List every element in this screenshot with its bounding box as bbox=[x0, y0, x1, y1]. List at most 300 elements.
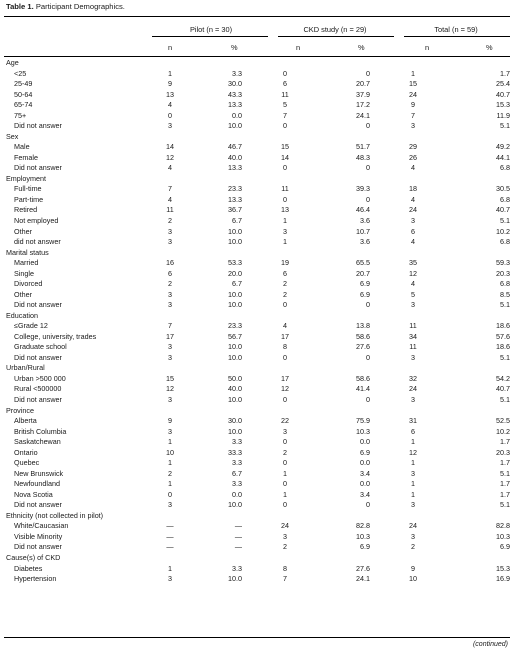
total-n-cell bbox=[370, 132, 456, 143]
total-pct-cell: 52.5 bbox=[496, 416, 510, 426]
row-label: Hypertension bbox=[14, 574, 57, 584]
pilot-n-cell bbox=[148, 553, 192, 564]
row-label: Did not answer bbox=[14, 395, 62, 404]
table-row bbox=[4, 564, 510, 575]
table-row bbox=[4, 384, 510, 395]
pilot-n-cell bbox=[148, 248, 192, 259]
total-n-cell: 24 bbox=[409, 205, 417, 215]
pilot-pct-cell: 10.0 bbox=[228, 574, 242, 584]
ckd-n-cell: 6 bbox=[283, 268, 287, 278]
total-pct-cell bbox=[456, 248, 510, 259]
row-label: White/Caucasian bbox=[14, 521, 69, 531]
group-rule-pilot bbox=[152, 36, 268, 37]
ckd-n-cell: 0 bbox=[283, 500, 287, 510]
table-row bbox=[4, 448, 510, 459]
ckd-pct-cell: 48.3 bbox=[356, 152, 370, 162]
ckd-pct-cell: 6.9 bbox=[360, 289, 370, 299]
subheader-n-pilot: n bbox=[168, 43, 173, 52]
table-row bbox=[4, 237, 510, 248]
row-label: Divorced bbox=[14, 279, 43, 289]
pilot-n-cell bbox=[148, 406, 192, 417]
table-row bbox=[4, 542, 510, 553]
pilot-n-cell: 2 bbox=[168, 279, 172, 289]
pilot-n-cell: — bbox=[166, 531, 174, 541]
ckd-n-cell: 0 bbox=[283, 300, 287, 310]
ckd-pct-cell: 20.7 bbox=[356, 79, 370, 89]
pilot-n-cell: 16 bbox=[166, 258, 174, 268]
ckd-pct-cell: 20.7 bbox=[356, 268, 370, 278]
total-pct-cell: 5.1 bbox=[500, 468, 510, 478]
pilot-n-cell: 1 bbox=[168, 68, 172, 78]
total-pct-cell: 8.5 bbox=[500, 289, 510, 299]
ckd-n-cell: 3 bbox=[283, 531, 287, 541]
category-row bbox=[4, 248, 510, 259]
ckd-n-cell: 17 bbox=[281, 373, 289, 383]
pilot-n-cell: 3 bbox=[168, 237, 172, 247]
ckd-pct-cell: 51.7 bbox=[356, 142, 370, 152]
total-n-cell: 4 bbox=[411, 237, 415, 247]
pilot-pct-cell: 10.0 bbox=[228, 342, 242, 352]
ckd-n-cell: 1 bbox=[283, 489, 287, 499]
pilot-n-cell: 4 bbox=[168, 163, 172, 173]
pilot-pct-cell: — bbox=[234, 542, 242, 552]
ckd-n-cell: 24 bbox=[281, 521, 289, 531]
row-label: Newfoundland bbox=[14, 479, 60, 489]
table-row bbox=[4, 521, 510, 532]
pilot-pct-cell: 40.0 bbox=[228, 384, 242, 394]
ckd-pct-cell: 0 bbox=[366, 121, 370, 131]
category-row bbox=[4, 132, 510, 143]
ckd-n-cell: 0 bbox=[283, 121, 287, 131]
ckd-n-cell: 1 bbox=[283, 215, 287, 225]
pilot-pct-cell: 0.0 bbox=[232, 489, 242, 499]
demographics-table bbox=[4, 58, 510, 585]
ckd-n-cell bbox=[242, 132, 328, 143]
group-rule-total bbox=[404, 36, 510, 37]
row-label: Nova Scotia bbox=[14, 489, 53, 499]
pilot-n-cell: 1 bbox=[168, 563, 172, 573]
category-row bbox=[4, 511, 510, 522]
row-label: Married bbox=[14, 258, 39, 268]
ckd-pct-cell: 10.3 bbox=[356, 531, 370, 541]
ckd-n-cell: 0 bbox=[283, 479, 287, 489]
pilot-pct-cell: 10.0 bbox=[228, 289, 242, 299]
total-pct-cell: 40.7 bbox=[496, 384, 510, 394]
subheader-pct-ckd: % bbox=[358, 43, 365, 52]
ckd-pct-cell: 3.4 bbox=[360, 468, 370, 478]
table-row bbox=[4, 353, 510, 364]
pilot-n-cell: 3 bbox=[168, 395, 172, 404]
pilot-pct-cell: 3.3 bbox=[232, 68, 242, 78]
ckd-n-cell: 2 bbox=[283, 279, 287, 289]
ckd-n-cell: 3 bbox=[283, 226, 287, 236]
pilot-n-cell: 6 bbox=[168, 268, 172, 278]
total-pct-cell: 1.7 bbox=[500, 68, 510, 78]
total-pct-cell bbox=[456, 174, 510, 185]
table-row bbox=[4, 153, 510, 164]
ckd-pct-cell: 10.3 bbox=[356, 426, 370, 436]
pilot-pct-cell bbox=[192, 363, 242, 374]
total-n-cell: 7 bbox=[411, 110, 415, 120]
pilot-pct-cell: 6.7 bbox=[232, 468, 242, 478]
pilot-pct-cell: 6.7 bbox=[232, 279, 242, 289]
table-row bbox=[4, 427, 510, 438]
row-label: did not answer bbox=[14, 237, 61, 247]
ckd-n-cell bbox=[242, 363, 328, 374]
total-pct-cell bbox=[456, 511, 510, 522]
top-rule bbox=[4, 16, 510, 17]
ckd-pct-cell: 10.7 bbox=[356, 226, 370, 236]
ckd-pct-cell bbox=[328, 132, 370, 143]
table-row bbox=[4, 195, 510, 206]
total-n-cell: 9 bbox=[411, 563, 415, 573]
table-row bbox=[4, 342, 510, 353]
table-row bbox=[4, 332, 510, 343]
ckd-pct-cell: 37.9 bbox=[356, 89, 370, 99]
total-pct-cell: 18.6 bbox=[496, 342, 510, 352]
total-pct-cell: 11.9 bbox=[496, 110, 510, 120]
category-label: Ethnicity (not collected in pilot) bbox=[6, 510, 104, 520]
table-row bbox=[4, 437, 510, 448]
pilot-n-cell: — bbox=[166, 542, 174, 552]
pilot-n-cell: 1 bbox=[168, 458, 172, 468]
ckd-pct-cell: 0 bbox=[366, 500, 370, 510]
table-row bbox=[4, 416, 510, 427]
row-label: Other bbox=[14, 289, 32, 299]
ckd-n-cell: 0 bbox=[283, 352, 287, 362]
row-label: New Brunswick bbox=[14, 468, 64, 478]
pilot-n-cell: 12 bbox=[166, 384, 174, 394]
table-row bbox=[4, 269, 510, 280]
total-n-cell: 1 bbox=[411, 437, 415, 447]
ckd-n-cell: 7 bbox=[283, 110, 287, 120]
row-label: Retired bbox=[14, 205, 38, 215]
table-row bbox=[4, 79, 510, 90]
table-number: Table 1. bbox=[6, 2, 34, 11]
pilot-n-cell: 3 bbox=[168, 500, 172, 510]
row-label: Did not answer bbox=[14, 300, 62, 310]
ckd-n-cell: 0 bbox=[283, 437, 287, 447]
ckd-n-cell: 0 bbox=[283, 458, 287, 468]
category-row bbox=[4, 311, 510, 322]
total-pct-cell bbox=[456, 363, 510, 374]
pilot-pct-cell: 3.3 bbox=[232, 563, 242, 573]
pilot-n-cell: 3 bbox=[168, 226, 172, 236]
pilot-n-cell: 17 bbox=[166, 331, 174, 341]
table-row bbox=[4, 458, 510, 469]
row-label: Single bbox=[14, 268, 34, 278]
table-row bbox=[4, 290, 510, 301]
total-n-cell: 3 bbox=[411, 352, 415, 362]
total-n-cell: 24 bbox=[409, 521, 417, 531]
total-pct-cell: 49.2 bbox=[496, 142, 510, 152]
table-row bbox=[4, 121, 510, 132]
pilot-n-cell: 3 bbox=[168, 289, 172, 299]
row-label: Saskatchewan bbox=[14, 437, 61, 447]
pilot-pct-cell bbox=[192, 174, 242, 185]
ckd-pct-cell: 0 bbox=[366, 352, 370, 362]
pilot-pct-cell bbox=[192, 311, 242, 322]
pilot-n-cell: 4 bbox=[168, 194, 172, 204]
ckd-n-cell: 6 bbox=[283, 79, 287, 89]
pilot-pct-cell: 40.0 bbox=[228, 152, 242, 162]
ckd-pct-cell: 27.6 bbox=[356, 563, 370, 573]
total-n-cell: 31 bbox=[409, 416, 417, 426]
pilot-n-cell: 0 bbox=[168, 110, 172, 120]
ckd-pct-cell: 46.4 bbox=[356, 205, 370, 215]
ckd-n-cell: 2 bbox=[283, 542, 287, 552]
pilot-n-cell bbox=[148, 58, 192, 69]
table-title: Participant Demographics. bbox=[35, 2, 125, 11]
total-n-cell: 6 bbox=[411, 226, 415, 236]
pilot-pct-cell: 46.7 bbox=[228, 142, 242, 152]
ckd-n-cell bbox=[242, 248, 328, 259]
ckd-n-cell: 1 bbox=[283, 237, 287, 247]
subheader-pct-pilot: % bbox=[231, 43, 238, 52]
ckd-pct-cell: 0.0 bbox=[360, 437, 370, 447]
pilot-n-cell: 0 bbox=[168, 489, 172, 499]
ckd-n-cell: 8 bbox=[283, 563, 287, 573]
row-label: ≤Grade 12 bbox=[14, 321, 48, 331]
pilot-pct-cell: 3.3 bbox=[232, 458, 242, 468]
total-n-cell: 24 bbox=[409, 384, 417, 394]
ckd-pct-cell: 27.6 bbox=[356, 342, 370, 352]
total-pct-cell bbox=[456, 132, 510, 143]
ckd-pct-cell: 6.9 bbox=[360, 447, 370, 457]
total-pct-cell: 1.7 bbox=[500, 437, 510, 447]
row-label: British Columbia bbox=[14, 426, 67, 436]
pilot-pct-cell bbox=[192, 58, 242, 69]
row-label: Did not answer bbox=[14, 352, 62, 362]
ckd-pct-cell bbox=[328, 248, 370, 259]
category-label: Sex bbox=[6, 131, 19, 141]
category-label: Marital status bbox=[6, 247, 49, 257]
row-label: College, university, trades bbox=[14, 331, 97, 341]
total-pct-cell: 82.8 bbox=[496, 521, 510, 531]
ckd-pct-cell: 6.9 bbox=[360, 542, 370, 552]
pilot-n-cell: 9 bbox=[168, 416, 172, 426]
table-row bbox=[4, 111, 510, 122]
total-pct-cell bbox=[456, 311, 510, 322]
ckd-pct-cell: 65.5 bbox=[356, 258, 370, 268]
row-label: Urban >500 000 bbox=[14, 373, 66, 383]
table-row bbox=[4, 227, 510, 238]
total-n-cell: 12 bbox=[409, 268, 417, 278]
row-label: Part-time bbox=[14, 194, 44, 204]
table-row bbox=[4, 279, 510, 290]
total-n-cell: 3 bbox=[411, 121, 415, 131]
total-n-cell: 35 bbox=[409, 258, 417, 268]
ckd-n-cell: 19 bbox=[281, 258, 289, 268]
ckd-pct-cell bbox=[328, 406, 370, 417]
ckd-pct-cell bbox=[328, 511, 370, 522]
total-pct-cell: 40.7 bbox=[496, 205, 510, 215]
ckd-pct-cell bbox=[328, 311, 370, 322]
total-pct-cell: 59.3 bbox=[496, 258, 510, 268]
bottom-rule bbox=[4, 637, 510, 638]
ckd-pct-cell: 0 bbox=[366, 194, 370, 204]
total-pct-cell: 20.3 bbox=[496, 268, 510, 278]
pilot-n-cell: 4 bbox=[168, 100, 172, 110]
pilot-n-cell: 3 bbox=[168, 342, 172, 352]
pilot-pct-cell: 33.3 bbox=[228, 447, 242, 457]
pilot-pct-cell: — bbox=[234, 531, 242, 541]
pilot-pct-cell: 13.3 bbox=[228, 194, 242, 204]
total-n-cell bbox=[370, 363, 456, 374]
table-row bbox=[4, 184, 510, 195]
table-row bbox=[4, 258, 510, 269]
total-pct-cell: 25.4 bbox=[496, 79, 510, 89]
table-row bbox=[4, 205, 510, 216]
row-label: 75+ bbox=[14, 110, 27, 120]
table-row bbox=[4, 490, 510, 501]
total-n-cell bbox=[370, 311, 456, 322]
row-label: Alberta bbox=[14, 416, 37, 426]
table-row bbox=[4, 163, 510, 174]
ckd-n-cell: 13 bbox=[281, 205, 289, 215]
ckd-n-cell: 5 bbox=[283, 100, 287, 110]
total-n-cell bbox=[370, 58, 456, 69]
total-n-cell bbox=[370, 511, 456, 522]
ckd-pct-cell bbox=[328, 58, 370, 69]
total-n-cell: 1 bbox=[411, 489, 415, 499]
total-pct-cell: 5.1 bbox=[500, 500, 510, 510]
total-n-cell bbox=[370, 248, 456, 259]
pilot-n-cell: 14 bbox=[166, 142, 174, 152]
table-row bbox=[4, 216, 510, 227]
total-pct-cell: 54.2 bbox=[496, 373, 510, 383]
pilot-pct-cell: 10.0 bbox=[228, 500, 242, 510]
total-n-cell: 6 bbox=[411, 426, 415, 436]
ckd-pct-cell: 58.6 bbox=[356, 331, 370, 341]
subheader-n-total: n bbox=[425, 43, 430, 52]
row-label: Male bbox=[14, 142, 30, 152]
total-n-cell: 3 bbox=[411, 395, 415, 404]
total-pct-cell: 5.1 bbox=[500, 215, 510, 225]
category-row bbox=[4, 553, 510, 564]
ckd-pct-cell: 39.3 bbox=[356, 184, 370, 194]
total-pct-cell: 44.1 bbox=[496, 152, 510, 162]
total-n-cell: 34 bbox=[409, 331, 417, 341]
ckd-pct-cell: 0 bbox=[366, 395, 370, 404]
ckd-pct-cell: 0 bbox=[366, 163, 370, 173]
ckd-n-cell: 8 bbox=[283, 342, 287, 352]
row-label: Other bbox=[14, 226, 32, 236]
table-row bbox=[4, 500, 510, 511]
pilot-pct-cell: 50.0 bbox=[228, 373, 242, 383]
group-rule-ckd bbox=[278, 36, 394, 37]
pilot-pct-cell: 0.0 bbox=[232, 110, 242, 120]
row-label: Diabetes bbox=[14, 563, 43, 573]
total-n-cell: 15 bbox=[409, 79, 417, 89]
row-label: Visible Minority bbox=[14, 531, 63, 541]
ckd-n-cell: 14 bbox=[281, 152, 289, 162]
pilot-n-cell: 10 bbox=[166, 447, 174, 457]
total-n-cell: 9 bbox=[411, 100, 415, 110]
pilot-pct-cell: 43.3 bbox=[228, 89, 242, 99]
pilot-pct-cell: 6.7 bbox=[232, 215, 242, 225]
pilot-pct-cell: 3.3 bbox=[232, 479, 242, 489]
pilot-n-cell: 1 bbox=[168, 437, 172, 447]
ckd-n-cell: 17 bbox=[281, 331, 289, 341]
row-label: Not employed bbox=[14, 215, 59, 225]
pilot-pct-cell: 23.3 bbox=[228, 321, 242, 331]
group-header-total: Total (n = 59) bbox=[434, 25, 478, 34]
pilot-pct-cell: — bbox=[234, 521, 242, 531]
row-label: Did not answer bbox=[14, 121, 62, 131]
row-label: Quebec bbox=[14, 458, 40, 468]
total-pct-cell: 5.1 bbox=[500, 352, 510, 362]
pilot-pct-cell: 30.0 bbox=[228, 416, 242, 426]
total-pct-cell: 30.5 bbox=[496, 184, 510, 194]
category-label: Education bbox=[6, 310, 38, 320]
pilot-n-cell: 1 bbox=[168, 479, 172, 489]
subheader-n-ckd: n bbox=[296, 43, 301, 52]
table-row bbox=[4, 321, 510, 332]
pilot-pct-cell: 10.0 bbox=[228, 352, 242, 362]
pilot-pct-cell: 36.7 bbox=[228, 205, 242, 215]
pilot-pct-cell: 10.0 bbox=[228, 426, 242, 436]
total-pct-cell: 10.2 bbox=[496, 426, 510, 436]
table-row bbox=[4, 100, 510, 111]
table-row bbox=[4, 574, 510, 585]
pilot-pct-cell bbox=[192, 511, 242, 522]
table-row bbox=[4, 532, 510, 543]
ckd-pct-cell: 17.2 bbox=[356, 100, 370, 110]
ckd-n-cell bbox=[242, 174, 328, 185]
pilot-pct-cell bbox=[192, 406, 242, 417]
header-bottom-rule bbox=[4, 56, 510, 57]
total-pct-cell: 10.3 bbox=[496, 531, 510, 541]
total-pct-cell: 5.1 bbox=[500, 395, 510, 404]
ckd-pct-cell: 82.8 bbox=[356, 521, 370, 531]
ckd-n-cell bbox=[242, 553, 328, 564]
ckd-n-cell bbox=[242, 311, 328, 322]
category-row bbox=[4, 58, 510, 69]
pilot-n-cell: 9 bbox=[168, 79, 172, 89]
ckd-n-cell: 11 bbox=[281, 184, 289, 194]
table-row bbox=[4, 469, 510, 480]
ckd-n-cell bbox=[242, 511, 328, 522]
total-n-cell bbox=[370, 174, 456, 185]
pilot-n-cell: 15 bbox=[166, 373, 174, 383]
table-row bbox=[4, 374, 510, 385]
total-n-cell: 26 bbox=[409, 152, 417, 162]
pilot-pct-cell bbox=[192, 248, 242, 259]
pilot-pct-cell: 13.3 bbox=[228, 163, 242, 173]
ckd-pct-cell: 24.1 bbox=[356, 574, 370, 584]
pilot-pct-cell: 10.0 bbox=[228, 237, 242, 247]
total-n-cell: 3 bbox=[411, 215, 415, 225]
table-row bbox=[4, 300, 510, 311]
total-n-cell: 4 bbox=[411, 194, 415, 204]
total-n-cell bbox=[370, 553, 456, 564]
ckd-n-cell: 12 bbox=[281, 384, 289, 394]
total-pct-cell: 6.9 bbox=[500, 542, 510, 552]
total-n-cell: 12 bbox=[409, 447, 417, 457]
group-header-ckd: CKD study (n = 29) bbox=[303, 25, 367, 34]
pilot-n-cell: 2 bbox=[168, 468, 172, 478]
ckd-n-cell: 11 bbox=[281, 89, 289, 99]
pilot-pct-cell bbox=[192, 553, 242, 564]
category-label: Cause(s) of CKD bbox=[6, 552, 61, 562]
total-pct-cell bbox=[456, 58, 510, 69]
total-pct-cell: 5.1 bbox=[500, 121, 510, 131]
row-label: Graduate school bbox=[14, 342, 67, 352]
ckd-pct-cell: 3.4 bbox=[360, 489, 370, 499]
ckd-pct-cell bbox=[328, 363, 370, 374]
pilot-pct-cell: 23.3 bbox=[228, 184, 242, 194]
